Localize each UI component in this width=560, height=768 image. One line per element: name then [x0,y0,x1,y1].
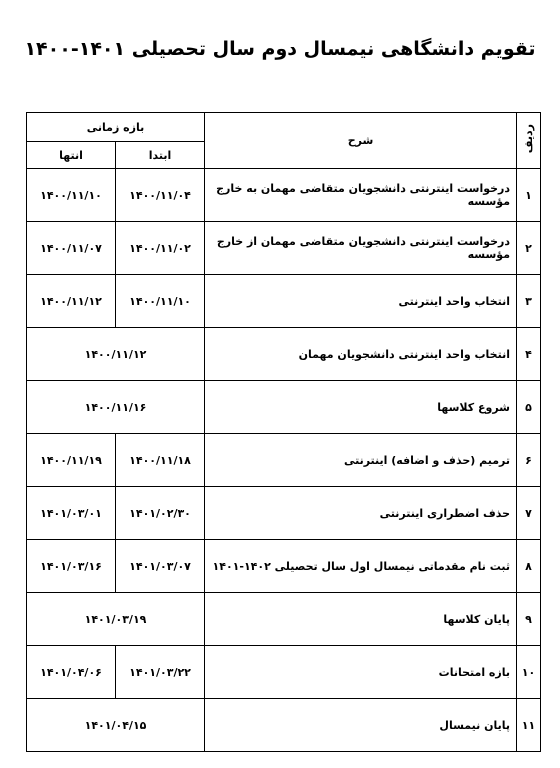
table-row [27,328,541,381]
row-description: انتخاب واحد اینترنتی [205,275,517,328]
row-end-date: ۱۴۰۰/۱۱/۱۲ [27,275,116,328]
row-start-date: ۱۴۰۱/۰۳/۰۷ [116,540,205,593]
row-date: ۱۴۰۰/۱۱/۱۶ [27,381,205,434]
header-end: انتها [27,142,116,169]
row-end-date: ۱۴۰۱/۰۴/۰۶ [27,646,116,699]
row-description: درخواست اینترنتی دانشجویان متقاضی مهمان به خارج مؤسسه [205,169,517,222]
row-description: پایان نیمسال [205,699,517,752]
row-number: ۴ [517,328,541,381]
row-description: ترمیم (حذف و اضافه) اینترنتی [205,434,517,487]
header-start: ابتدا [116,142,205,169]
row-description: شروع کلاسها [205,381,517,434]
table-row [27,434,541,487]
row-end-date: ۱۴۰۰/۱۱/۱۹ [27,434,116,487]
row-end-date: ۱۴۰۱/۰۳/۱۶ [27,540,116,593]
table-row [27,487,541,540]
row-start-date: ۱۴۰۱/۰۳/۲۲ [116,646,205,699]
row-start-date: ۱۴۰۰/۱۱/۱۰ [116,275,205,328]
row-end-date: ۱۴۰۰/۱۱/۰۷ [27,222,116,275]
row-number: ۷ [517,487,541,540]
table-row [27,646,541,699]
row-number: ۳ [517,275,541,328]
row-date: ۱۴۰۱/۰۳/۱۹ [27,593,205,646]
row-number: ۶ [517,434,541,487]
header-description: شرح [205,113,517,169]
row-number: ۱ [517,169,541,222]
table-row [27,275,541,328]
calendar-table [26,112,541,752]
row-number: ۲ [517,222,541,275]
header-period: بازه زمانی [27,113,205,142]
table-row [27,222,541,275]
table-body [27,169,541,752]
row-number: ۱۰ [517,646,541,699]
row-end-date: ۱۴۰۰/۱۱/۱۰ [27,169,116,222]
row-number: ۵ [517,381,541,434]
row-start-date: ۱۴۰۰/۱۱/۰۴ [116,169,205,222]
table-row [27,540,541,593]
row-number: ۹ [517,593,541,646]
row-description: انتخاب واحد اینترنتی دانشجویان مهمان [205,328,517,381]
table-row [27,169,541,222]
table-row [27,381,541,434]
row-date: ۱۴۰۱/۰۴/۱۵ [27,699,205,752]
row-description: ثبت نام مقدماتی نیمسال اول سال تحصیلی ۱۴۰۲-۱۴۰۱ [205,540,517,593]
row-description: بازه امتحانات [205,646,517,699]
row-number: ۱۱ [517,699,541,752]
row-start-date: ۱۴۰۰/۱۱/۱۸ [116,434,205,487]
row-description: پایان کلاسها [205,593,517,646]
row-description: حذف اضطراری اینترنتی [205,487,517,540]
row-end-date: ۱۴۰۱/۰۳/۰۱ [27,487,116,540]
page-title: تقویم دانشگاهی نیمسال دوم سال تحصیلی ۱۴۰۱-۱۴۰۰ [24,38,536,60]
row-start-date: ۱۴۰۰/۱۱/۰۲ [116,222,205,275]
header-row-number: ردیف [517,113,541,169]
table-row [27,593,541,646]
row-number: ۸ [517,540,541,593]
row-start-date: ۱۴۰۱/۰۲/۳۰ [116,487,205,540]
row-date: ۱۴۰۰/۱۱/۱۲ [27,328,205,381]
row-description: درخواست اینترنتی دانشجویان متقاضی مهمان از خارج مؤسسه [205,222,517,275]
table-row [27,699,541,752]
